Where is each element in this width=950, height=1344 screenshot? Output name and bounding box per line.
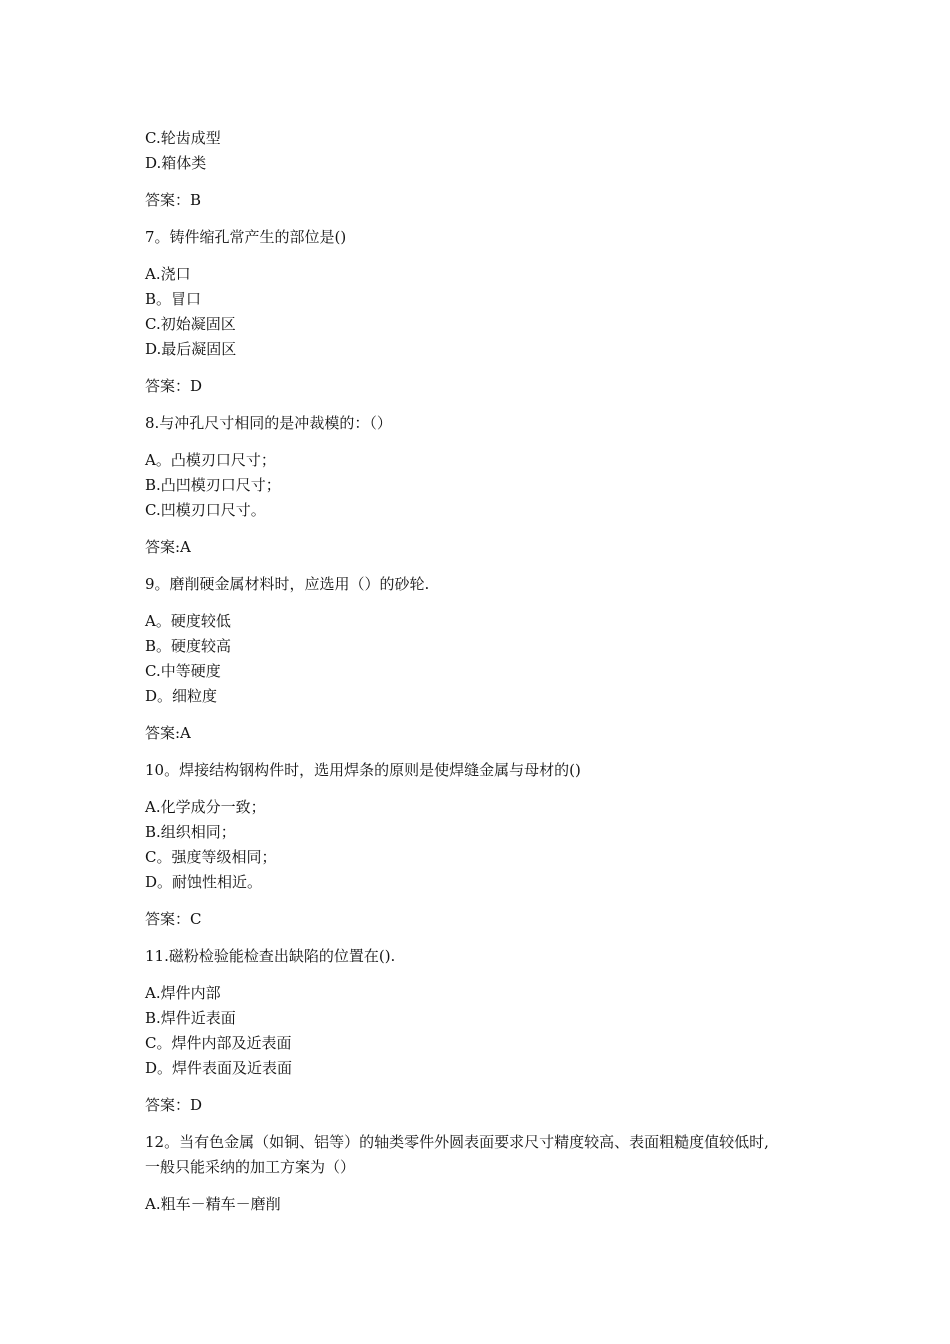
text-line: 11.磁粉检验能检查出缺陷的位置在().	[145, 947, 396, 965]
text-line: A.焊件内部	[145, 984, 221, 1002]
text-line: D。焊件表面及近表面	[145, 1059, 293, 1077]
text-line: A.粗车－精车－磨削	[145, 1195, 281, 1213]
text-line: 答案:A	[145, 724, 191, 742]
text-line: 8.与冲孔尺寸相同的是冲裁模的：（）	[145, 414, 392, 432]
text-line: B。冒口	[145, 290, 202, 308]
text-line: A.化学成分一致；	[145, 798, 266, 816]
text-line: 12。当有色金属（如铜、铝等）的轴类零件外圆表面要求尺寸精度较高、表面粗糙度值较低时,	[145, 1133, 769, 1151]
text-line: C。强度等级相同；	[145, 848, 277, 866]
text-line: 答案：C	[145, 910, 202, 928]
text-line: B.焊件近表面	[145, 1009, 236, 1027]
text-line: A.浇口	[145, 265, 191, 283]
text-line: D.箱体类	[145, 154, 207, 172]
text-line: D。细粒度	[145, 687, 218, 705]
text-line: C.初始凝固区	[145, 315, 236, 333]
text-line: B。硬度较高	[145, 637, 232, 655]
text-line: D.最后凝固区	[145, 340, 237, 358]
text-line: 答案:A	[145, 538, 191, 556]
text-line: C。焊件内部及近表面	[145, 1034, 292, 1052]
text-line: B.组织相同；	[145, 823, 236, 841]
text-line: 答案：D	[145, 377, 203, 395]
text-line: 7。铸件缩孔常产生的部位是()	[145, 228, 347, 246]
text-line: 答案：D	[145, 1096, 203, 1114]
text-line: 答案：B	[145, 191, 202, 209]
text-line: A。凸模刃口尺寸；	[145, 451, 276, 469]
text-line: 9。磨削硬金属材料时，应选用（）的砂轮.	[145, 575, 430, 593]
text-line: D。耐蚀性相近。	[145, 873, 263, 891]
text-line: C.中等硬度	[145, 662, 221, 680]
text-line: 一般只能采纳的加工方案为（）	[145, 1158, 356, 1176]
text-line: C.轮齿成型	[145, 129, 221, 147]
text-line: 10。焊接结构钢构件时，选用焊条的原则是使焊缝金属与母材的()	[145, 761, 581, 779]
text-line: B.凸凹模刃口尺寸；	[145, 476, 281, 494]
document-page	[145, 126, 825, 1217]
text-line: C.凹模刃口尺寸。	[145, 501, 266, 519]
text-line: A。硬度较低	[145, 612, 231, 630]
